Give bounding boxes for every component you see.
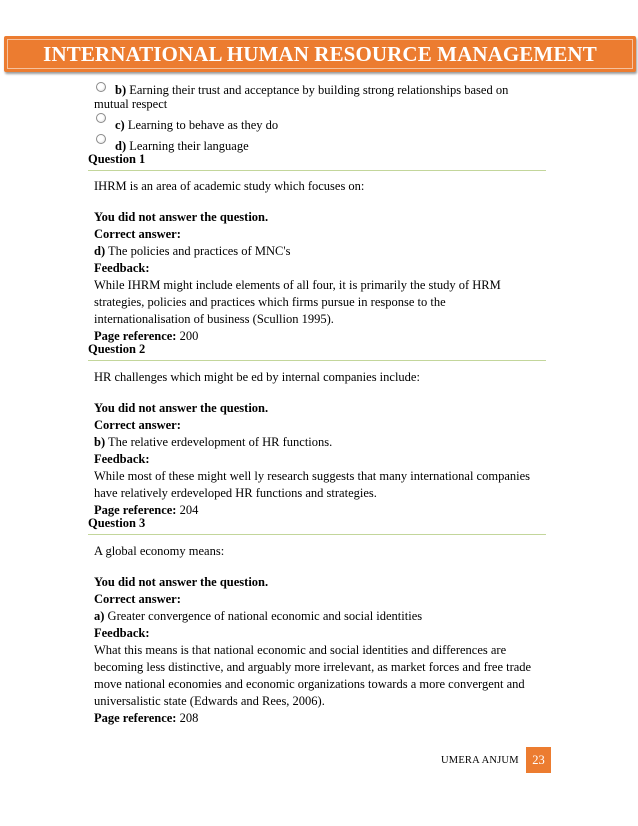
question-2-page-ref-value: 204 [176,503,199,517]
question-1-status: You did not answer the question. [94,210,269,224]
question-2-page-ref-label: Page reference: [94,503,177,517]
page-header-banner [4,36,636,72]
option-d-text: Learning their language [126,139,249,153]
question-2-prompt: HR challenges which might be ed by internal companies include: [94,370,420,384]
question-3-heading: Question 3 [88,516,146,530]
radio-option-d[interactable] [96,134,106,144]
question-2-correct-label: Correct answer: [94,418,181,432]
question-1-correct-label: Correct answer: [94,227,181,241]
option-b-letter: b) [115,83,127,97]
question-1-page-reference [94,328,544,345]
question-1-page-ref-label: Page reference: [94,329,177,343]
page-title: INTERNATIONAL HUMAN RESOURCE MANAGEMENT [43,41,597,66]
question-3-page-ref-label: Page reference: [94,711,177,725]
question-1-divider [88,170,546,171]
question-1-prompt: IHRM is an area of academic study which focuses on: [94,179,365,193]
question-1-feedback-line: internationalisation of business (Scullion 1995). [94,312,334,326]
page-number-badge [526,747,551,773]
question-2-answer-text: The relative erdevelopment of HR functions. [105,435,333,449]
question-3-prompt: A global economy means: [94,544,225,558]
question-2-answer-letter: b) [94,435,106,449]
question-1-answer [94,243,544,260]
question-3-page-ref-value: 208 [176,711,199,725]
question-3-feedback-line: What this means is that national economic and social identities and differences are [94,643,507,657]
question-3-answer [94,608,544,625]
page-number: 23 [532,752,545,767]
question-2-feedback-line: While most of these might well ly research suggests that many international companies [94,469,530,483]
question-2-divider [88,360,546,361]
footer-author: UMERA ANJUM [441,755,519,766]
question-2-feedback-label: Feedback: [94,452,150,466]
option-d-letter: d) [115,139,127,153]
option-c-letter: c) [115,118,125,132]
question-3-feedback-line: becoming less distinctive, and arguably more irrelevant, as market forces and free trade [94,660,532,674]
question-3-page-reference [94,710,544,727]
question-1-feedback-line: strategies, policies and practices which firms pursue in response to the [94,295,446,309]
question-2-feedback-line: have relatively erdeveloped HR functions and strategies. [94,486,377,500]
question-3-feedback-line: universalistic state (Edwards and Rees, 2006). [94,694,325,708]
question-2-heading: Question 2 [88,342,146,356]
question-2-status: You did not answer the question. [94,401,269,415]
question-3-answer-text: Greater convergence of national economic and social identities [104,609,423,623]
question-1-feedback-line: While IHRM might include elements of all four, it is primarily the study of HRM [94,278,501,292]
option-c-text: Learning to behave as they do [124,118,279,132]
option-c [115,117,555,133]
question-3-answer-letter: a) [94,609,105,623]
radio-option-c[interactable] [96,113,106,123]
question-3-feedback-label: Feedback: [94,626,150,640]
question-3-status: You did not answer the question. [94,575,269,589]
page-header-inner [7,39,633,69]
question-2-answer [94,434,544,451]
option-b-continued: mutual respect [94,97,168,111]
question-1-answer-text: The policies and practices of MNC's [105,244,291,258]
option-d [115,138,555,154]
question-1-heading: Question 1 [88,152,146,166]
question-1-answer-letter: d) [94,244,106,258]
question-3-correct-label: Correct answer: [94,592,181,606]
question-1-feedback-label: Feedback: [94,261,150,275]
question-3-divider [88,534,546,535]
question-2-page-reference [94,502,544,519]
question-3-feedback-line: move national economies and economic organizations towards a more convergent and [94,677,525,691]
option-b-text: Earning their trust and acceptance by building strong relationships based on [126,83,509,97]
question-1-page-ref-value: 200 [176,329,199,343]
